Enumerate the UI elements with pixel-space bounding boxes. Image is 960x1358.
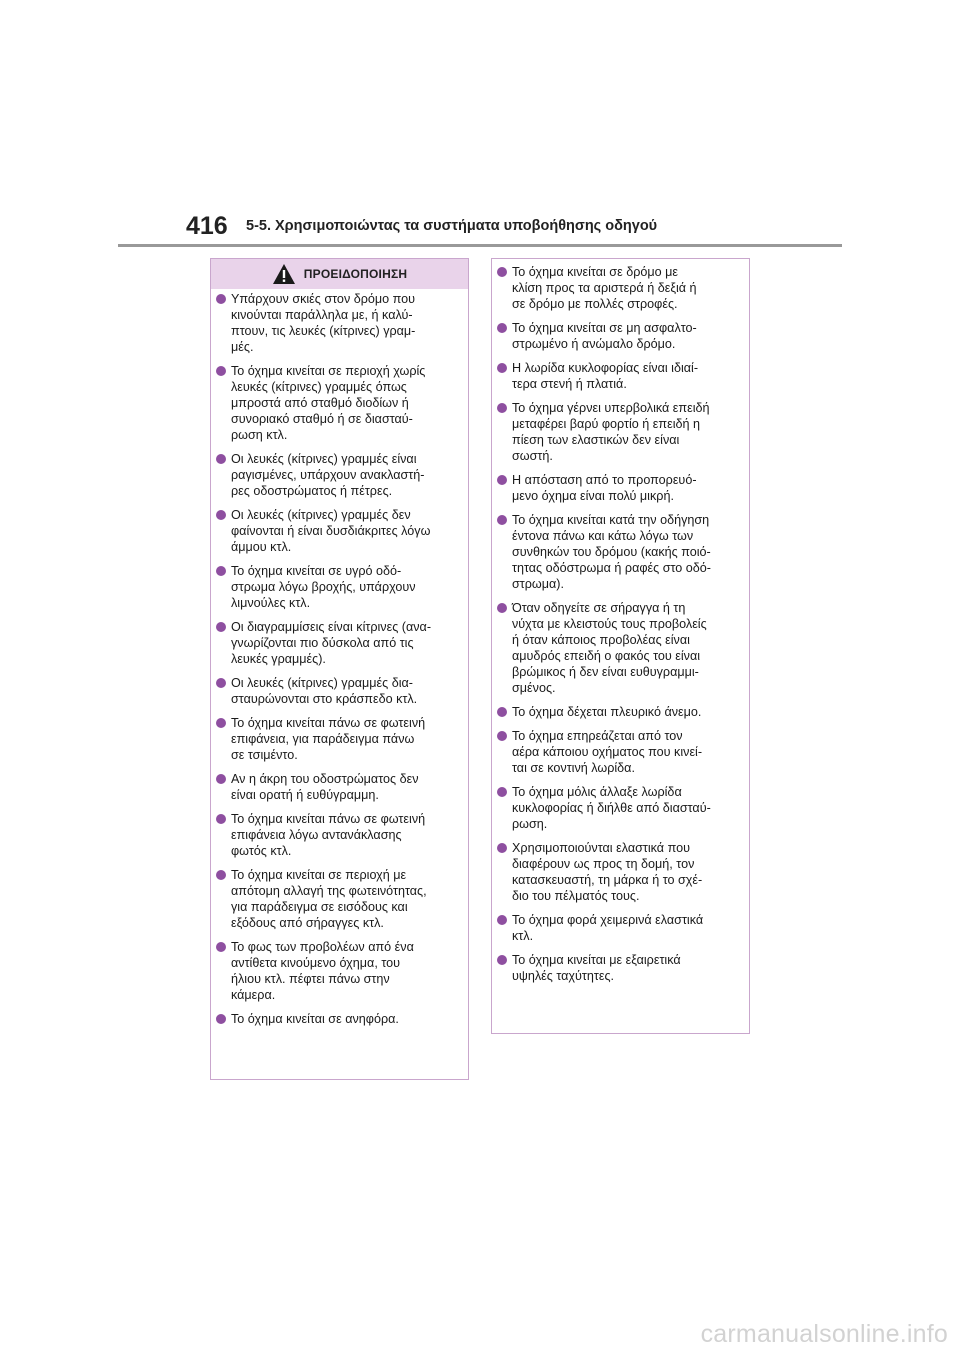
- list-item: [214, 811, 468, 859]
- list-item-text: Το όχημα κινείται σε μη ασφαλτο- στρωμένο ή ανώμαλο δρόμο.: [512, 321, 697, 351]
- bullet-icon: [497, 787, 507, 797]
- list-item: [214, 507, 468, 555]
- list-item-text: Το όχημα κινείται με εξαιρετικά υψηλές ταχύτητες.: [512, 953, 681, 983]
- section-title: 5-5. Χρησιμοποιώντας τα συστήματα υποβοήθησης οδηγού: [246, 218, 658, 234]
- bullet-icon: [216, 774, 226, 784]
- bullet-icon: [216, 678, 226, 688]
- warning-box-continued: [491, 258, 750, 1034]
- list-item-text: Το όχημα κινείται σε περιοχή με απότομη αλλαγή της φωτεινότητας, για παράδειγμα σε εισόδους και εξόδους από σήραγγες κτλ.: [231, 868, 427, 930]
- list-item: [495, 512, 749, 592]
- list-item-text: Το όχημα κινείται πάνω σε φωτεινή επιφάνεια, για παράδειγμα πάνω σε τσιμέντο.: [231, 716, 426, 762]
- list-item-text: Το όχημα μόλις άλλαξε λωρίδα κυκλοφορίας ή διήλθε από διασταύ- ρωση.: [512, 785, 711, 831]
- warning-triangle-icon: [272, 263, 296, 285]
- bullet-icon: [216, 814, 226, 824]
- list-item-text: Χρησιμοποιούνται ελαστικά που διαφέρουν ως προς τη δομή, τον κατασκευαστή, τη μάρκα ή το σχέ- διο του πέλματός τους.: [512, 841, 703, 903]
- bullet-icon: [216, 942, 226, 952]
- list-item-text: Το όχημα δέχεται πλευρικό άνεμο.: [512, 705, 702, 719]
- bullet-icon: [497, 267, 507, 277]
- list-item-text: Όταν οδηγείτε σε σήραγγα ή τη νύχτα με κλειστούς τους προβολείς ή όταν κάποιος προβολέας είναι αμυδρός επειδή ο φακός του είναι βρώμικος ή δεν είναι ευθυγραμμι- σμένος.: [512, 601, 707, 695]
- list-item: [214, 939, 468, 1003]
- list-item-text: Το όχημα κινείται κατά την οδήγηση έντονα πάνω και κάτω λόγω των συνθηκών του δρόμου (κακής ποιό- τητας οδόστρωμα ή ραφές στο οδό- στρωμα).: [512, 513, 712, 591]
- list-item-text: Το φως των προβολέων από ένα αντίθετα κινούμενο όχημα, του ήλιου κτλ. πέφτει πάνω στην κάμερα.: [231, 940, 414, 1002]
- bullet-icon: [497, 363, 507, 373]
- list-item: [495, 320, 749, 352]
- list-item: [495, 400, 749, 464]
- list-item: [214, 563, 468, 611]
- list-item-text: Το όχημα γέρνει υπερβολικά επειδή μεταφέρει βαρύ φορτίο ή επειδή η πίεση των ελαστικών δεν είναι σωστή.: [512, 401, 710, 463]
- right-warning-list: [492, 264, 749, 984]
- list-item: [495, 912, 749, 944]
- left-warning-list: [211, 289, 468, 1027]
- bullet-icon: [497, 403, 507, 413]
- list-item: [495, 704, 749, 720]
- list-item-text: Οι λευκές (κίτρινες) γραμμές δια- σταυρώνονται στο κράσπεδο κτλ.: [231, 676, 418, 706]
- bullet-icon: [216, 566, 226, 576]
- bullet-icon: [497, 731, 507, 741]
- list-item-text: Το όχημα κινείται σε ανηφόρα.: [231, 1012, 399, 1026]
- bullet-icon: [216, 366, 226, 376]
- list-item: [214, 291, 468, 355]
- list-item: [214, 715, 468, 763]
- list-item: [214, 867, 468, 931]
- list-item: [214, 363, 468, 443]
- list-item: [214, 675, 468, 707]
- list-item: [214, 619, 468, 667]
- list-item-text: Αν η άκρη του οδοστρώματος δεν είναι ορατή ή ευθύγραμμη.: [231, 772, 419, 802]
- list-item-text: Το όχημα κινείται σε υγρό οδό- στρωμα λόγω βροχής, υπάρχουν λιμνούλες κτλ.: [231, 564, 416, 610]
- list-item: [214, 771, 468, 803]
- list-item: [495, 472, 749, 504]
- header-rule: [118, 244, 842, 247]
- bullet-icon: [497, 707, 507, 717]
- list-item: [495, 728, 749, 776]
- warning-title: ΠΡΟΕΙΔΟΠΟΙΗΣΗ: [303, 267, 408, 281]
- list-item-text: Υπάρχουν σκιές στον δρόμο που κινούνται παράλληλα με, ή καλύ- πτουν, τις λευκές (κίτρινες) γραμ- μές.: [231, 292, 416, 354]
- list-item: [495, 264, 749, 312]
- list-item: [214, 451, 468, 499]
- list-item: [495, 784, 749, 832]
- bullet-icon: [216, 510, 226, 520]
- bullet-icon: [216, 622, 226, 632]
- list-item-text: Η λωρίδα κυκλοφορίας είναι ιδιαί- τερα στενή ή πλατιά.: [512, 361, 699, 391]
- watermark: carmanualsonline.info: [700, 1320, 948, 1348]
- list-item: [495, 952, 749, 984]
- list-item-text: Το όχημα φορά χειμερινά ελαστικά κτλ.: [512, 913, 704, 943]
- bullet-icon: [497, 955, 507, 965]
- list-item-text: Οι διαγραμμίσεις είναι κίτρινες (ανα- γνωρίζονται πιο δύσκολα από τις λευκές γραμμές).: [231, 620, 432, 666]
- list-item: [495, 600, 749, 696]
- bullet-icon: [497, 515, 507, 525]
- list-item: [495, 360, 749, 392]
- bullet-icon: [216, 1014, 226, 1024]
- warning-header: [211, 259, 468, 289]
- bullet-icon: [216, 718, 226, 728]
- list-item-text: Το όχημα κινείται σε δρόμο με κλίση προς τα αριστερά ή δεξιά ή σε δρόμο με πολλές στροφές.: [512, 265, 697, 311]
- list-item-text: Το όχημα κινείται πάνω σε φωτεινή επιφάνεια λόγω αντανάκλασης φωτός κτλ.: [231, 812, 426, 858]
- list-item-text: Οι λευκές (κίτρινες) γραμμές είναι ραγισμένες, υπάρχουν ανακλαστή- ρες οδοστρώματος ή πέτρες.: [231, 452, 425, 498]
- warning-box: [210, 258, 469, 1080]
- list-item-text: Το όχημα κινείται σε περιοχή χωρίς λευκές (κίτρινες) γραμμές όπως μπροστά από σταθμό διοδίων ή συνοριακό σταθμό ή σε διασταύ- ρωση κτλ.: [231, 364, 426, 442]
- bullet-icon: [216, 870, 226, 880]
- page-number: 416: [186, 212, 228, 240]
- list-item-text: Η απόσταση από το προπορευό- μενο όχημα είναι πολύ μικρή.: [512, 473, 697, 503]
- list-item: [214, 1011, 468, 1027]
- bullet-icon: [497, 475, 507, 485]
- list-item-text: Το όχημα επηρεάζεται από τον αέρα κάποιου οχήματος που κινεί- ται σε κοντινή λωρίδα.: [512, 729, 703, 775]
- bullet-icon: [497, 915, 507, 925]
- bullet-icon: [216, 294, 226, 304]
- list-item: [495, 840, 749, 904]
- bullet-icon: [216, 454, 226, 464]
- bullet-icon: [497, 323, 507, 333]
- bullet-icon: [497, 603, 507, 613]
- bullet-icon: [497, 843, 507, 853]
- list-item-text: Οι λευκές (κίτρινες) γραμμές δεν φαίνονται ή είναι δυσδιάκριτες λόγω άμμου κτλ.: [231, 508, 431, 554]
